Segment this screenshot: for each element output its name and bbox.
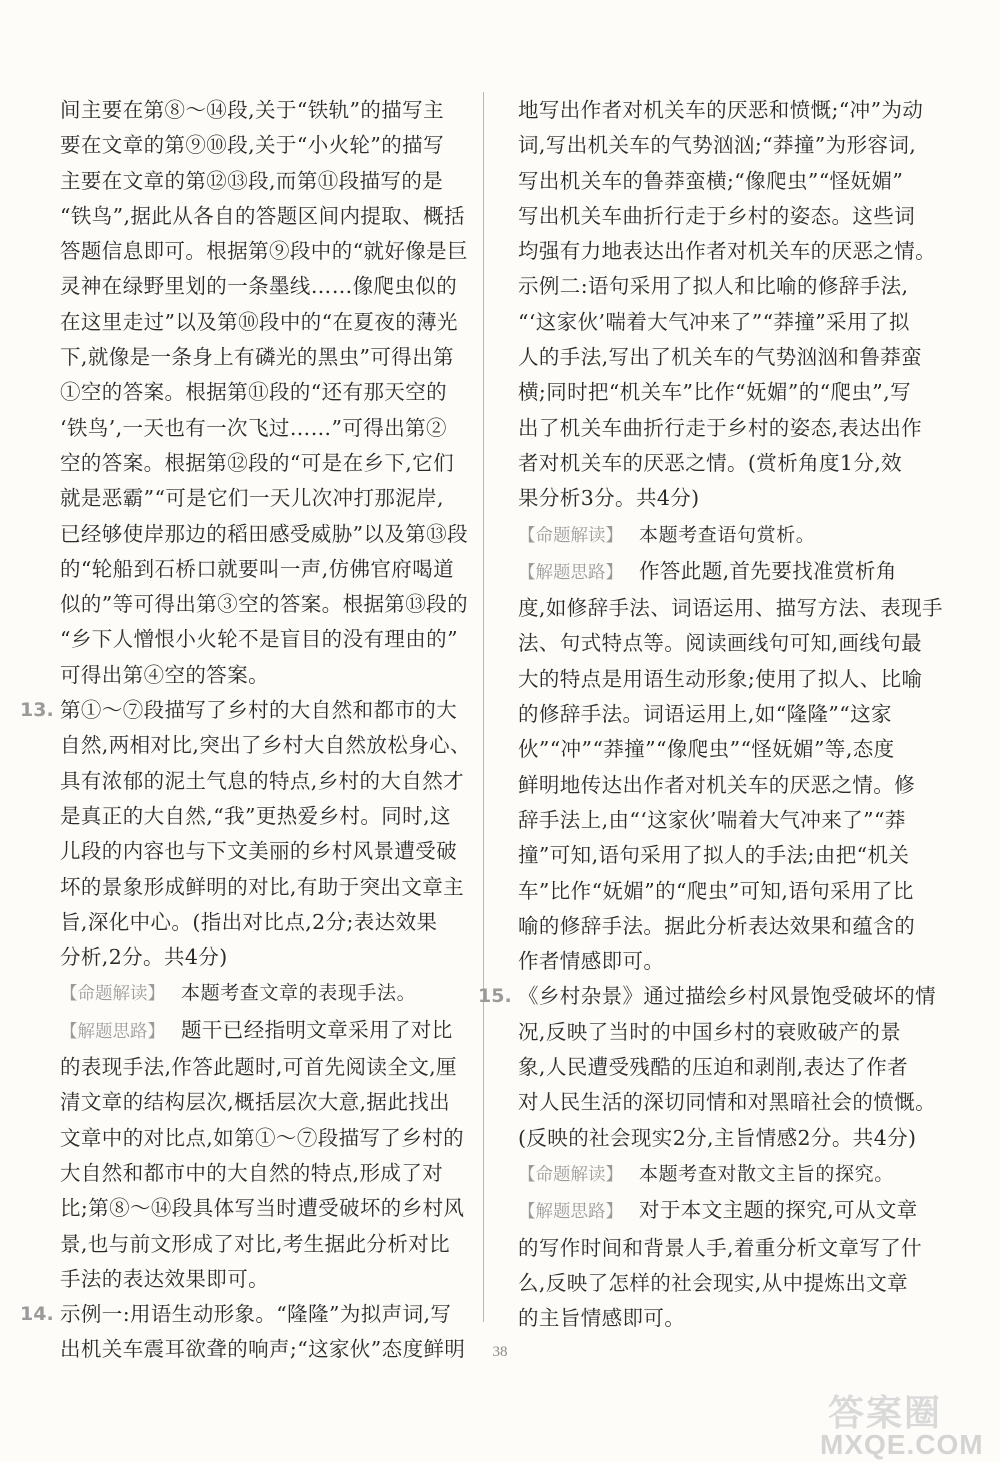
- approach-tag: 【解题思路】: [518, 1202, 623, 1223]
- watermark-logo: [800, 1385, 990, 1460]
- q12-continuation: [20, 93, 470, 693]
- analysis-text: 本题考查对散文主旨的探究。: [639, 1162, 894, 1185]
- left-column: [20, 93, 470, 1368]
- approach-first-line: 对于本文主题的探究,可从文章: [639, 1198, 918, 1223]
- q12-continuation-text: 间主要在第⑧～⑭段,关于“铁轨”的描写主 要在文章的第⑨⑩段,关于“小火轮”的描写 主要在文章的第⑫⑬段,而第⑪段描写的是 “铁鸟”,据此从各自的答题区间内提取、概括 答题信息即可。根据第⑨段中的“就好像是巨 灵神在绿野里划的一条墨线……像爬虫似的 在这里走过”以及第⑩段中的“在夏夜的薄光 下,就像是一条身上有磷光的黑虫”可得出第 ①空的答案。根据第⑪段的“还有那天空的 ‘铁鸟’,一天也有一次飞过……”可得出第② 空的答案。根据第⑫段的“可是在乡下,它们 就是恶霸”“可是它们一天儿次冲打那泥岸, 已经够使岸那边的稻田感受威胁”以及第⑬段 的“轮船到石桥口就要叫一声,仿佛官府喝道 似的”等可得出第③空的答案。根据第⑬段的 “乡下人憎恨小火轮不是盲目的没有理由的” 可得出第④空的答案。: [60, 98, 468, 687]
- answer-text: 第①～⑦段描写了乡村的大自然和都市的大 自然,两相对比,突出了乡村大自然放松身心、 具有浓郁的泥土气息的特点,乡村的大自然才 是真正的大自然,“我”更热爱乡村。同时,这 儿段的内容也与下文美丽的乡村风景遭受破 坏的景象形成鲜明的对比,有助于突出文章主 旨,深化中心。(指出对比点,2分;表达效果 分析,2分。共4分): [60, 698, 471, 970]
- approach-tag-line: [518, 1193, 958, 1230]
- analysis-text: 本题考查语句赏析。: [639, 523, 816, 546]
- approach-tag: 【解题思路】: [60, 1021, 165, 1042]
- answer-text-continued: 地写出作者对机关车的厌恶和愤慨;“冲”为动 词,写出机关车的气势汹汹;“莽撞”为形容词, 写出机关车的鲁莽蛮横;“像爬虫”“怪妩媚” 写出机关车曲折行走于乡村的姿态。这些词 均强有力地表达出作者对机关车的厌恶之情。 示例二:语句采用了拟人和比喻的修辞手法, “‘这家伙’喘着大气冲来了”“莽撞”采用了拟 人的手法,写出了机关车的气势汹汹和鲁莽蛮 横;同时把“机关车”比作“妩媚”的“爬虫”,写 出了机关车曲折行走于乡村的姿态,表达出作 者对机关车的厌恶之情。(赏析角度1分,效 果分析3分。共4分): [518, 98, 936, 511]
- answer-text: 示例一:用语生动形象。“隆隆”为拟声词,写 出机关车震耳欲聋的响声;“这家伙”态度鲜明: [60, 1302, 466, 1362]
- watermark-url: MXQE.COM: [820, 1429, 984, 1460]
- analysis-tag-line: [518, 517, 958, 554]
- approach-first-line: 作答此题,首先要找准赏析角: [639, 558, 897, 583]
- analysis-tag: 【命题解读】: [60, 984, 165, 1005]
- question-15: [478, 979, 958, 1336]
- question-14-continued: [478, 93, 958, 979]
- question-number: 13.: [20, 699, 54, 722]
- analysis-tag-line: [60, 975, 470, 1012]
- watermark-text: 答案圈: [828, 1393, 943, 1434]
- approach-tag: 【解题思路】: [518, 562, 623, 583]
- analysis-tag: 【命题解读】: [518, 1164, 623, 1185]
- analysis-text: 本题考查文章的表现手法。: [181, 982, 417, 1005]
- answer-text: 《乡村杂景》通过描绘乡村风景饱受破坏的情 况,反映了当时的中国乡村的衰败破产的景 象,人民遭受残酷的压迫和剥削,表达了作者 对人民生活的深切同情和对黑暗社会的愤慨。 (反映的社会现实2分,主旨情感2分。共4分): [518, 984, 936, 1150]
- approach-text: 的写作时间和背景人手,着重分析文章写了什 么,反映了怎样的社会现实,从中提炼出文章 的主旨情感即可。: [518, 1235, 923, 1331]
- approach-tag-line: [518, 554, 958, 591]
- page-number: 38: [492, 1344, 508, 1360]
- analysis-tag: 【命题解读】: [518, 525, 623, 546]
- question-number: 14.: [20, 1303, 54, 1326]
- approach-first-line: 题干已经指明文章采用了对比: [181, 1017, 453, 1042]
- right-column: [478, 93, 958, 1336]
- approach-tag-line: [60, 1013, 470, 1050]
- question-13: [20, 693, 470, 1297]
- analysis-tag-line: [518, 1156, 958, 1193]
- question-number: 15.: [478, 985, 512, 1008]
- approach-text: 的表现手法,作答此题时,可首先阅读全文,厘 清文章的结构层次,概括层次大意,据此找出 文章中的对比点,如第①～⑦段描写了乡村的 大自然和都市中的大自然的特点,形成了对 比;第⑧～⑭段具体写当时遭受破坏的乡村风 景,也与前文形成了对比,考生据此分析对比 手法的表达效果即可。: [60, 1055, 465, 1291]
- approach-text: 度,如修辞手法、词语运用、描写方法、表现手 法、句式特点等。阅读画线句可知,画线句最 大的特点是用语生动形象;使用了拟人、比喻 的修辞手法。词语运用上,如“隆隆”“这家 伙”“冲”“莽撞”“像爬虫”“怪妩媚”等,态度 鲜明地传达出作者对机关车的厌恶之情。修 辞手法上,由“‘这家伙’喘着大气冲来了”“莽 撞”可知,语句采用了拟人的手法;由把“机关 车”比作“妩媚”的“爬虫”可知,语句采用了比 喻的修辞手法。据此分析表达效果和蕴含的 作者情感即可。: [518, 596, 943, 974]
